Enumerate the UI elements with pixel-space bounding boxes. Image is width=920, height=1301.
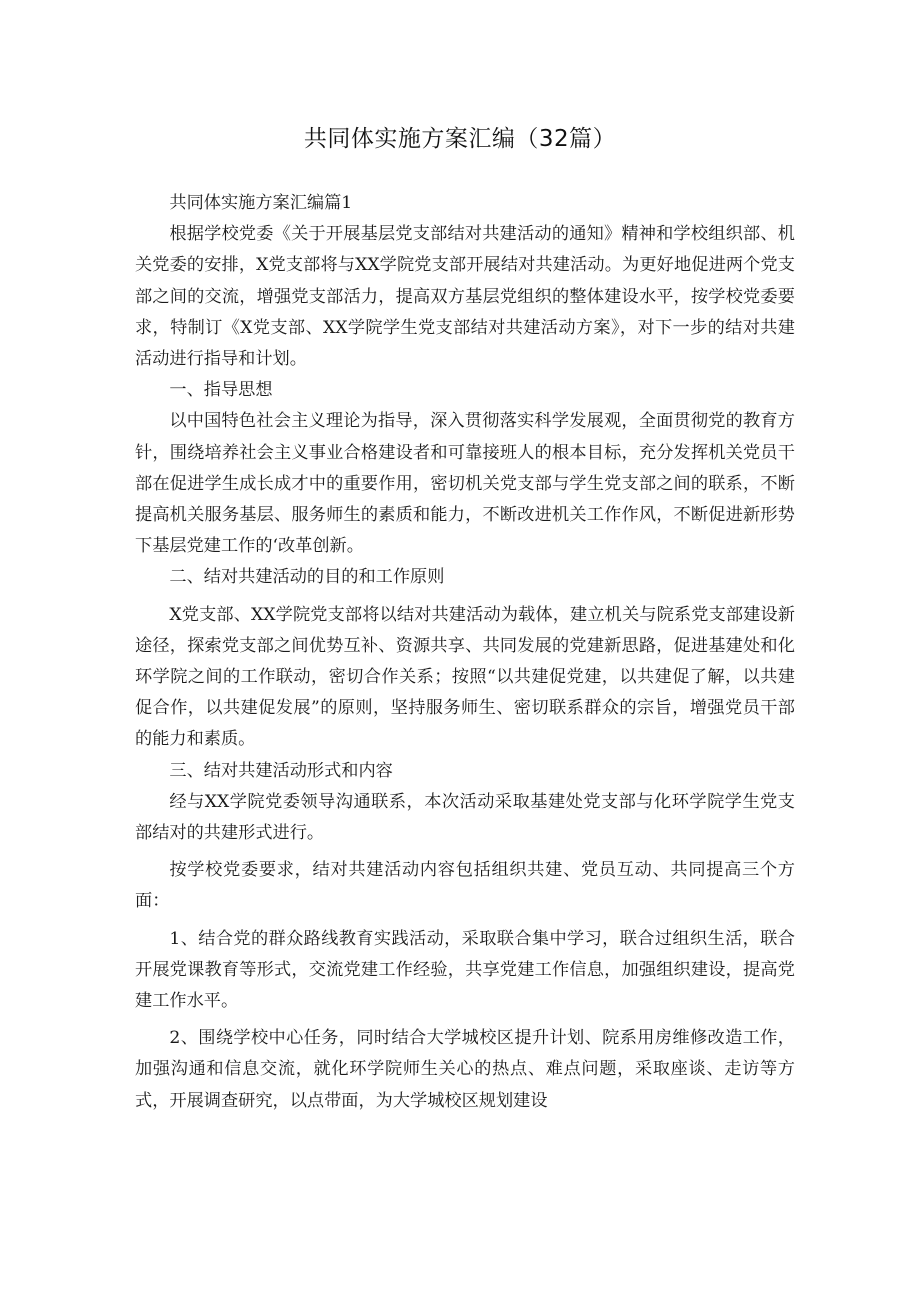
paragraph-item-2: 2、围绕学校中心任务，同时结合大学城校区提升计划、院系用房维修改造工作，加强沟通和信息交流，就化环学院师生关心的热点、难点问题，采取座谈、走访等方式，开展调查研究，以点带面，为大学城校区规划建设 — [135, 1028, 795, 1111]
section-heading-article-1: 共同体实施方案汇编篇1 — [169, 193, 353, 213]
paragraph-intro: 根据学校党委《关于开展基层党支部结对共建活动的通知》精神和学校组织部、机关党委的安排，X党支部将与XX学院党支部开展结对共建活动。为更好地促进两个党支部之间的交流，增强党支部活力，提高双方基层党组织的整体建设水平，按学校党委要求，特制订《X党支部、XX学院学生党支部结对共建活动方案》，对下一步的结对共建活动进行指导和计划。 — [135, 224, 795, 370]
section-heading-purpose-principles: 二、结对共建活动的目的和工作原则 — [169, 567, 445, 588]
paragraph-guiding-ideology: 以中国特色社会主义理论为指导，深入贯彻落实科学发展观，全面贯彻党的教育方针，围绕培养社会主义事业合格建设者和可靠接班人的根本目标，充分发挥机关党员干部在促进学生成长成才中的重要作用，密切机关党支部与学生党支部之间的联系，不断提高机关服务基层、服务师生的素质和能力，不断改进机关工作作风，不断促进新形势下基层党建工作的‘改革创新。 — [135, 411, 795, 557]
section-heading-form-content: 三、结对共建活动形式和内容 — [169, 760, 393, 781]
paragraph-form: 经与XX学院党委领导沟通联系，本次活动采取基建处党支部与化环学院学生党支部结对的共建形式进行。 — [135, 791, 795, 844]
document-title: 共同体实施方案汇编（32篇） — [303, 126, 617, 152]
section-heading-guiding-ideology: 一、指导思想 — [169, 380, 273, 401]
paragraph-item-1: 1、结合党的群众路线教育实践活动，采取联合集中学习，联合过组织生活，联合开展党课教育等形式，交流党建工作经验，共享党建工作信息，加强组织建设，提高党建工作水平。 — [135, 928, 795, 1012]
paragraph-content-overview: 按学校党委要求，结对共建活动内容包括组织共建、党员互动、共同提高三个方面： — [135, 860, 795, 912]
document-body — [135, 188, 795, 1117]
paragraph-purpose-principles: X党支部、XX学院党支部将以结对共建活动为载体，建立机关与院系党支部建设新途径，探索党支部之间优势互补、资源共享、共同发展的党建新思路，促进基建处和化环学院之间的工作联动，密切合作关系；按照“以共建促党建，以共建促了解，以共建促合作，以共建促发展”的原则，坚持服务师生、密切联系群众的宗旨，增强党员干部的能力和素质。 — [135, 604, 795, 750]
